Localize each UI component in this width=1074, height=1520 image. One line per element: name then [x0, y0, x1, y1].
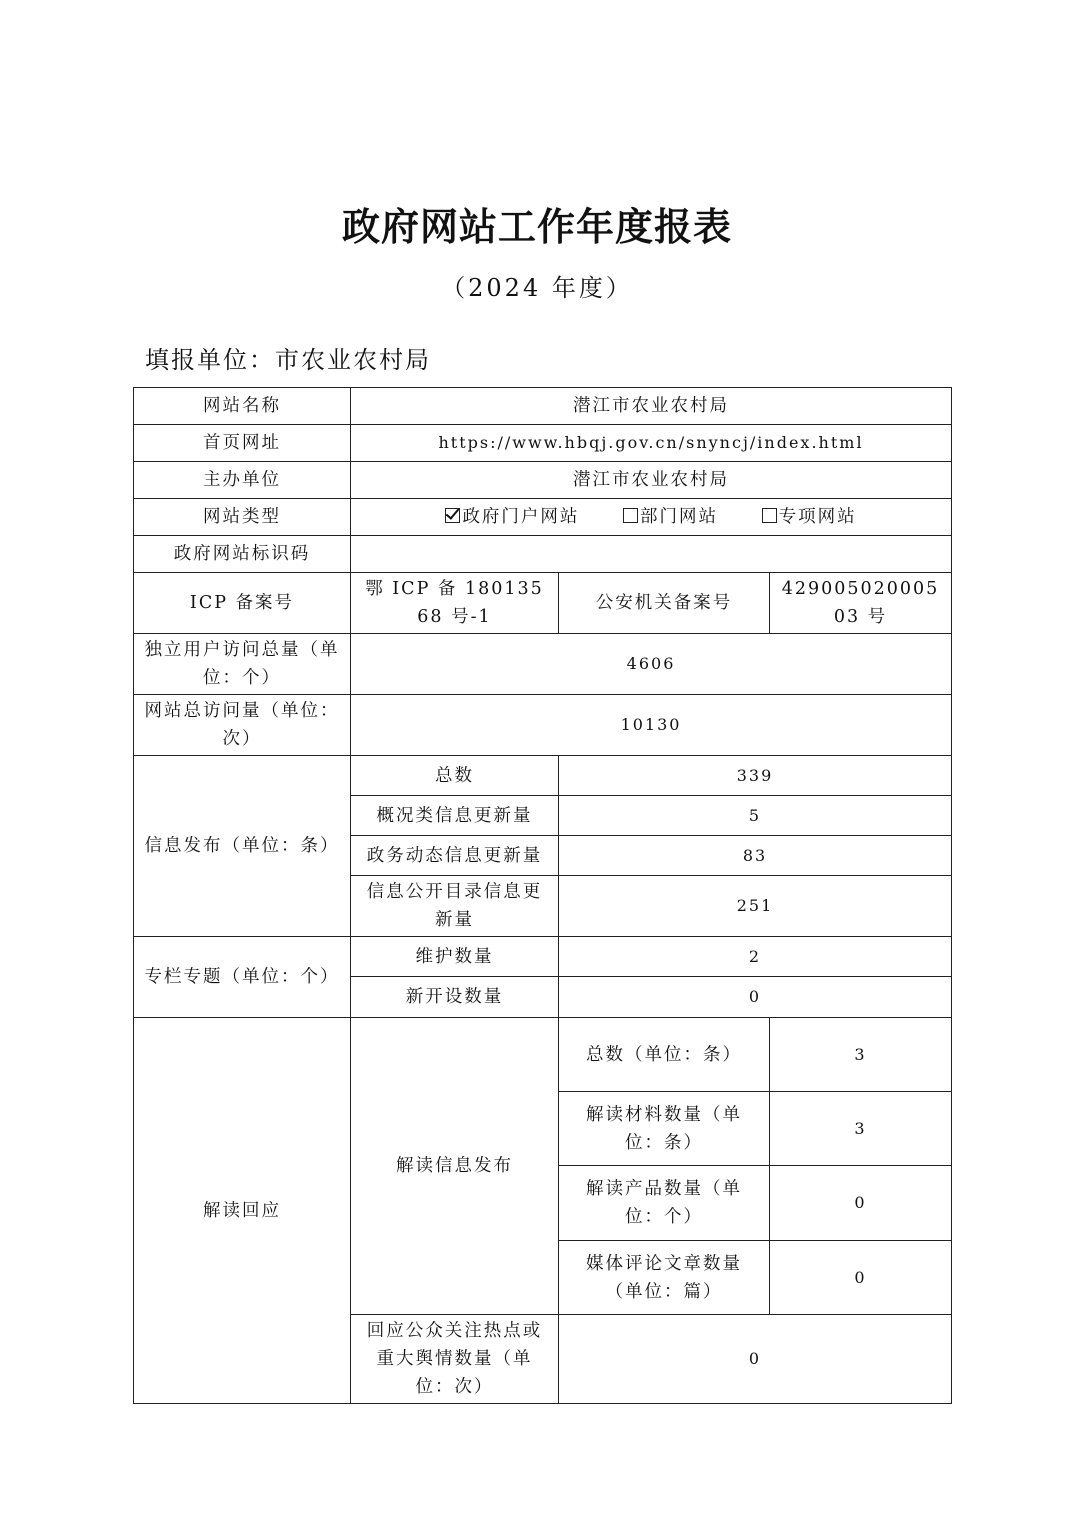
total-visits-label: 网站总访问量（单位：次）	[134, 695, 351, 756]
table-row	[134, 756, 952, 796]
sponsor-label: 主办单位	[134, 462, 351, 499]
site-type-option-portal[interactable]: 政府门户网站	[445, 503, 579, 531]
columns-item-value: 2	[559, 937, 952, 977]
site-type-options	[351, 499, 952, 536]
info-release-item-value: 83	[559, 836, 952, 876]
info-release-item-label: 总数	[351, 756, 559, 796]
site-type-label: 网站类型	[134, 499, 351, 536]
table-row	[134, 425, 952, 462]
interpretation-item-label: 解读材料数量（单位：条）	[559, 1092, 770, 1166]
interpretation-release-label: 解读信息发布	[351, 1018, 559, 1315]
page-subtitle: （2024 年度）	[441, 274, 633, 302]
site-type-option-special[interactable]: 专项网站	[762, 503, 857, 531]
interpretation-item-label: 总数（单位：条）	[559, 1018, 770, 1092]
total-visits-value: 10130	[351, 695, 952, 756]
page-title: 政府网站工作年度报表	[341, 204, 732, 249]
reporting-unit: 填报单位：市农业农村局	[145, 346, 431, 374]
info-release-item-label: 政务动态信息更新量	[351, 836, 559, 876]
report-table	[133, 387, 952, 1404]
table-row	[134, 1018, 952, 1092]
columns-item-label: 新开设数量	[351, 977, 559, 1018]
table-row	[134, 937, 952, 977]
info-release-item-value: 251	[559, 876, 952, 937]
table-row	[134, 388, 952, 425]
unique-visitors-value: 4606	[351, 634, 952, 695]
site-name-label: 网站名称	[134, 388, 351, 425]
table-row	[134, 462, 952, 499]
info-release-label: 信息发布（单位：条）	[134, 756, 351, 937]
table-row	[134, 634, 952, 695]
site-id-value	[351, 536, 952, 573]
columns-label: 专栏专题（单位：个）	[134, 937, 351, 1018]
unchecked-box-icon	[762, 508, 777, 523]
table-row	[134, 499, 952, 536]
police-record-label: 公安机关备案号	[559, 573, 770, 634]
icp-label: ICP 备案号	[134, 573, 351, 634]
icp-value: 鄂 ICP 备 18013568 号-1	[351, 573, 559, 634]
site-name-value: 潜江市农业农村局	[351, 388, 952, 425]
homepage-url[interactable]: https://www.hbqj.gov.cn/snyncj/index.html	[351, 425, 952, 462]
interpretation-item-label: 媒体评论文章数量（单位：篇）	[559, 1241, 770, 1315]
info-release-item-label: 信息公开目录信息更新量	[351, 876, 559, 937]
info-release-item-label: 概况类信息更新量	[351, 796, 559, 836]
columns-item-label: 维护数量	[351, 937, 559, 977]
checked-box-icon	[445, 508, 460, 523]
site-id-label: 政府网站标识码	[134, 536, 351, 573]
interpretation-item-value: 3	[770, 1018, 952, 1092]
interpretation-item-value: 0	[770, 1241, 952, 1315]
unchecked-box-icon	[623, 508, 638, 523]
site-type-option-department[interactable]: 部门网站	[623, 503, 718, 531]
unique-visitors-label: 独立用户访问总量（单位：个）	[134, 634, 351, 695]
table-row	[134, 573, 952, 634]
homepage-label: 首页网址	[134, 425, 351, 462]
sponsor-value: 潜江市农业农村局	[351, 462, 952, 499]
response-label: 回应公众关注热点或重大舆情数量（单位：次）	[351, 1315, 559, 1404]
info-release-item-value: 339	[559, 756, 952, 796]
police-record-value: 42900502000503 号	[770, 573, 952, 634]
interpretation-item-value: 0	[770, 1166, 952, 1241]
table-row	[134, 695, 952, 756]
interpretation-item-value: 3	[770, 1092, 952, 1166]
interpretation-item-label: 解读产品数量（单位：个）	[559, 1166, 770, 1241]
table-row	[134, 536, 952, 573]
response-value: 0	[559, 1315, 952, 1404]
columns-item-value: 0	[559, 977, 952, 1018]
interpretation-label: 解读回应	[134, 1018, 351, 1404]
info-release-item-value: 5	[559, 796, 952, 836]
